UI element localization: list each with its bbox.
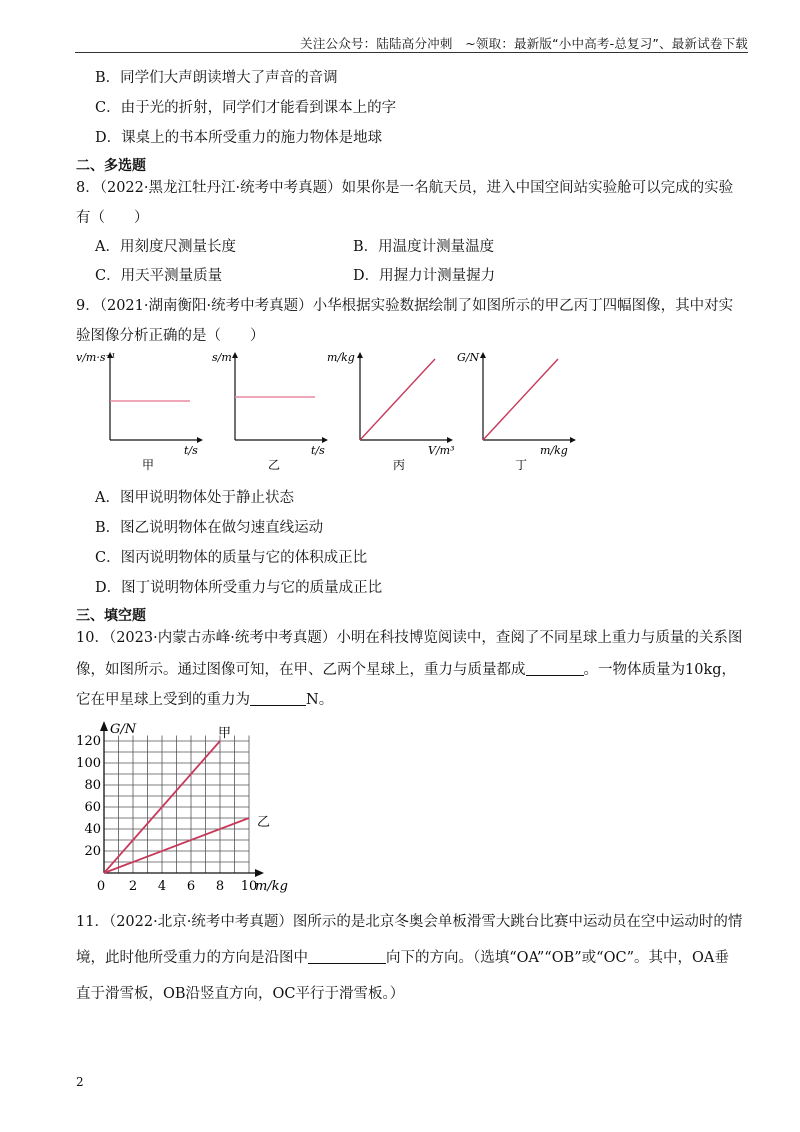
q10-blank-2[interactable]: [250, 691, 306, 706]
q11-line2-text-b: 向下的方向。（选填“OA”“OB”或“OC”。其中，OA垂: [386, 950, 729, 966]
series-label-yi: 乙: [257, 815, 271, 830]
q8-option-b: B．用温度计测量温度: [353, 239, 495, 255]
q10-stem-line2: [76, 658, 736, 679]
q9-option-d: D．图丁说明物体所受重力与它的质量成正比: [95, 580, 383, 596]
graph-bing-ylabel: m/kg: [327, 351, 355, 364]
series-label-jia: 甲: [218, 726, 232, 741]
graph-jia-caption: 甲: [142, 458, 155, 472]
x-axis-arrow: [255, 869, 264, 877]
q8-option-c: C．用天平测量质量: [95, 268, 223, 284]
header-divider: [75, 52, 748, 53]
page-number: 2: [76, 1075, 84, 1089]
q10-stem-line3: [76, 688, 333, 709]
q7-option-d: D．课桌上的书本所受重力的施力物体是地球: [95, 130, 383, 146]
graph-ding-curve: [483, 359, 558, 440]
graph-yi-ylabel: s/m: [212, 351, 232, 364]
q11-stem-line3: 直于滑雪板，OB沿竖直方向，OC平行于滑雪板。）: [76, 986, 405, 1002]
page-header: 关注公众号：陆陆高分冲刺 ~领取：最新版“小中高考-总复习”、最新试卷下载: [300, 36, 748, 51]
q10-blank-1[interactable]: [526, 661, 584, 676]
x-axis-label: m/kg: [255, 879, 288, 894]
q10-line2-text-b: 。一物体质量为10kg，: [583, 662, 737, 678]
q10-line2-text-a: 像，如图所示。通过图像可知，在甲、乙两个星球上，重力与质量都成: [76, 662, 526, 678]
x-tick-label: 6: [186, 879, 196, 894]
q10-line3-text-b: N。: [306, 692, 334, 708]
y-tick-label: 80: [84, 778, 101, 793]
section-multiple-choice: 二、多选题: [76, 158, 146, 174]
graph-bing-caption: 丙: [393, 458, 406, 472]
q7-option-c: C．由于光的折射，同学们才能看到课本上的字: [95, 100, 397, 116]
x-tick-label: 0: [96, 879, 106, 894]
q9-graphs: [0, 345, 800, 475]
graph-ding-xlabel: m/kg: [540, 444, 568, 457]
y-tick-label: 20: [84, 844, 101, 859]
x-tick-label: 8: [215, 879, 225, 894]
q9-option-a: A．图甲说明物体处于静止状态: [95, 490, 294, 506]
graph-yi-caption: 乙: [268, 458, 281, 472]
graph-bing-curve: [360, 359, 435, 440]
y-tick-label: 100: [76, 756, 101, 771]
graph-ding-ylabel: G/N: [457, 351, 480, 364]
q8-stem-line2: 有（ ）: [76, 210, 149, 226]
graph-ding-caption: 丁: [515, 458, 528, 472]
graph-jia: [76, 351, 200, 472]
q11-blank[interactable]: [308, 949, 386, 964]
q11-stem-line2: [76, 946, 729, 967]
x-tick-label: 10: [240, 879, 258, 894]
graph-ding: [457, 351, 573, 472]
q10-line3-text-a: 它在甲星球上受到的重力为: [76, 692, 250, 708]
q11-stem-line1: 11．（2022·北京·统考中考真题）图所示的是北京冬奥会单板滑雪大跳台比赛中运动员在空中运动时的情: [76, 914, 743, 930]
graph-yi: [212, 351, 325, 472]
q7-option-b: B．同学们大声朗读增大了声音的音调: [95, 70, 338, 86]
q10-stem-line1: 10．（2023·内蒙古赤峰·统考中考真题）小明在科技博览阅读中，查阅了不同星球上重力与质量的关系图: [76, 630, 743, 646]
q9-option-c: C．图丙说明物体的质量与它的体积成正比: [95, 550, 368, 566]
x-tick-label: 4: [157, 879, 167, 894]
y-axis-label: G/N: [110, 722, 137, 737]
y-tick-label: 60: [84, 800, 101, 815]
x-tick-label: 2: [128, 879, 138, 894]
q9-stem-line1: 9．（2021·湖南衡阳·统考中考真题）小华根据实验数据绘制了如图所示的甲乙丙丁四幅图像，其中对实: [76, 298, 734, 314]
section-fill-blank: 三、填空题: [76, 608, 146, 624]
y-tick-label: 120: [76, 734, 101, 749]
graph-bing: [327, 351, 455, 472]
q10-chart: [70, 715, 330, 895]
graph-jia-ylabel: v/m·s⁻¹: [76, 351, 116, 364]
graph-yi-xlabel: t/s: [311, 444, 325, 457]
y-axis-arrow: [100, 721, 108, 731]
graph-jia-xlabel: t/s: [184, 444, 198, 457]
q11-line2-text-a: 境，此时他所受重力的方向是沿图中: [76, 950, 308, 966]
y-tick-label: 40: [84, 822, 101, 837]
q9-stem-line2: 验图像分析正确的是（ ）: [76, 328, 265, 344]
q8-option-d: D．用握力计测量握力: [353, 268, 496, 284]
q8-option-a: A．用刻度尺测量长度: [95, 239, 236, 255]
q9-option-b: B．图乙说明物体在做匀速直线运动: [95, 520, 324, 536]
q8-stem-line1: 8．（2022·黑龙江牡丹江·统考中考真题）如果你是一名航天员，进入中国空间站实验舱可以完成的实验: [76, 180, 734, 196]
graph-bing-xlabel: V/m³: [428, 444, 455, 457]
